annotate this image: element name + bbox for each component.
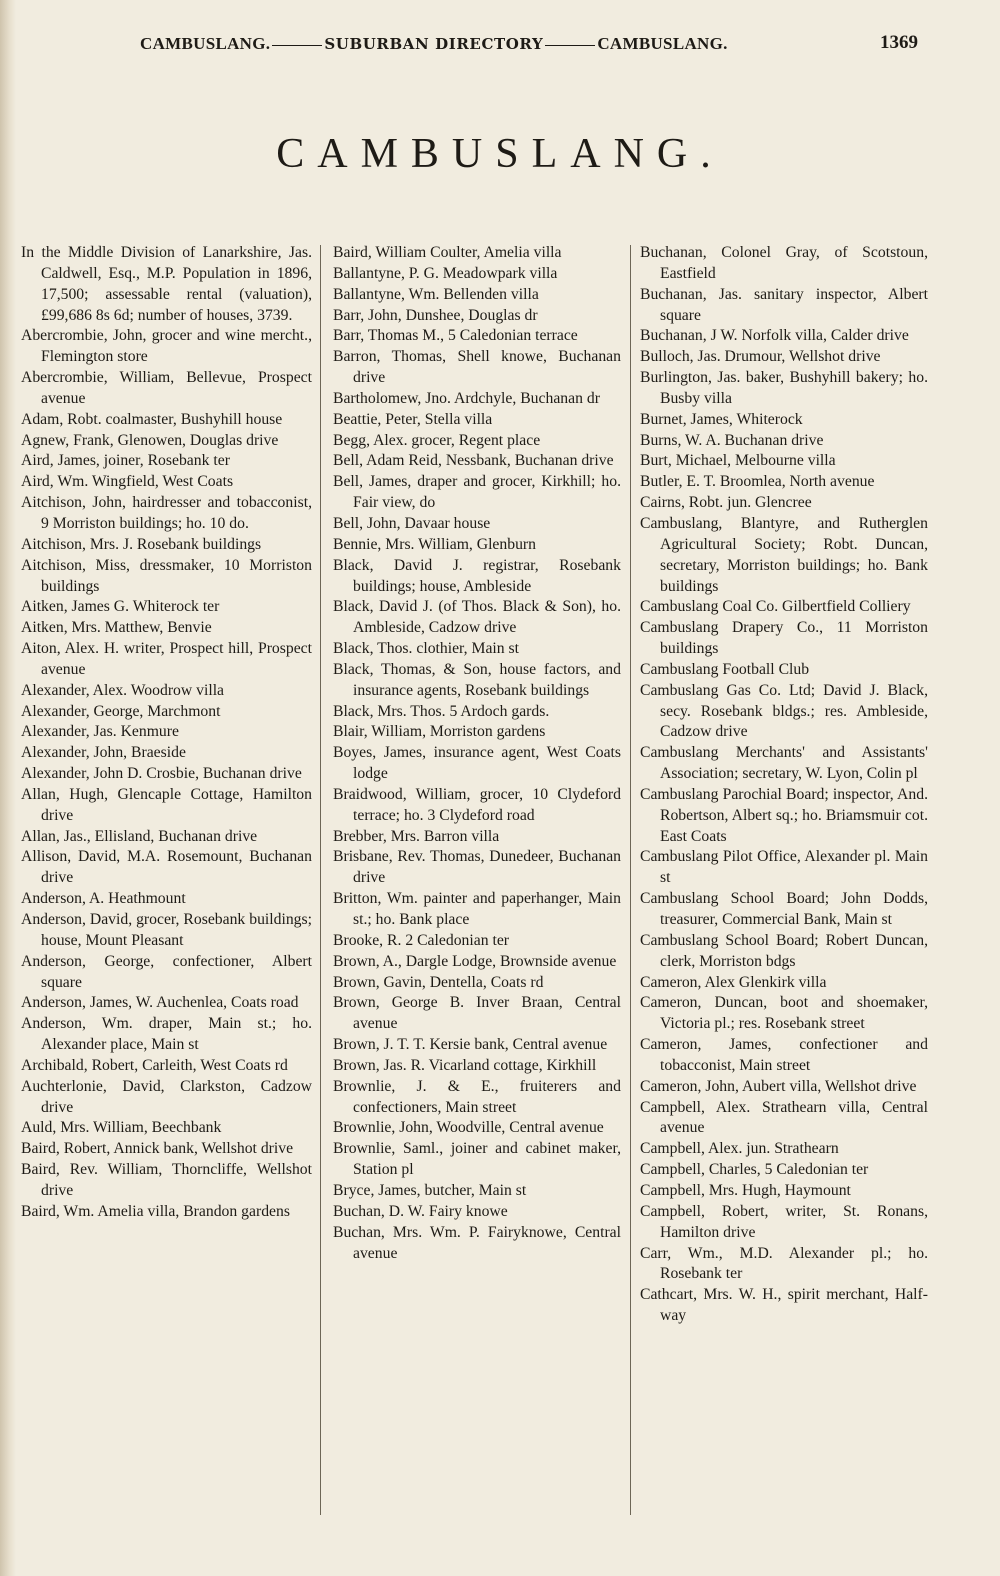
directory-entry: Black, Thos. clothier, Main st bbox=[333, 640, 519, 658]
directory-entry: Cambuslang, Blantyre, and Rutherglen Agricultural Society; Robt. Duncan, secretary, Morriston buildings; ho. Bank buildings bbox=[640, 514, 928, 595]
directory-entry: In the Middle Division of Lanarkshire, Jas. Caldwell, Esq., M.P. Population in 1896, 17,500; assessable rental (valuation), £99,686 8s 6d; number of houses, 3739. bbox=[21, 244, 312, 324]
directory-entry: Anderson, A. Heathmount bbox=[21, 890, 186, 908]
directory-entry: Brown, Jas. R. Vicarland cottage, Kirkhill bbox=[333, 1056, 597, 1074]
directory-entry: Alexander, Jas. Kenmure bbox=[21, 723, 179, 741]
directory-column-3 bbox=[640, 243, 928, 1327]
directory-entry: Cambuslang School Board; John Dodds, treasurer, Commercial Bank, Main st bbox=[640, 890, 928, 928]
directory-entry: Buchan, Mrs. Wm. P. Fairyknowe, Central avenue bbox=[333, 1223, 621, 1262]
directory-entry: Bell, John, Davaar house bbox=[333, 514, 491, 532]
directory-entry: Alexander, John, Braeside bbox=[21, 744, 186, 762]
directory-entry: Cambuslang Pilot Office, Alexander pl. Main st bbox=[640, 848, 928, 887]
directory-entry: Bell, James, draper and grocer, Kirkhill; ho. Fair view, do bbox=[333, 473, 621, 512]
directory-entry: Burlington, Jas. baker, Bushyhill bakery; ho. Busby villa bbox=[640, 369, 928, 407]
directory-entry: Buchanan, Colonel Gray, of Scotstoun, Eastfield bbox=[640, 244, 928, 282]
directory-entry: Campbell, Alex. Strathearn villa, Central avenue bbox=[640, 1098, 928, 1137]
directory-entry: Auchterlonie, David, Clarkston, Cadzow drive bbox=[21, 1077, 312, 1116]
directory-entry: Beattie, Peter, Stella villa bbox=[333, 410, 493, 428]
directory-entry: Cairns, Robt. jun. Glencree bbox=[640, 494, 812, 512]
directory-entry: Ballantyne, P. G. Meadowpark villa bbox=[333, 264, 558, 282]
directory-entry: Aird, Wm. Wingfield, West Coats bbox=[21, 473, 234, 491]
directory-entry: Archibald, Robert, Carleith, West Coats rd bbox=[21, 1056, 288, 1074]
directory-entry: Aird, James, joiner, Rosebank ter bbox=[21, 452, 230, 470]
directory-entry: Campbell, Alex. jun. Strathearn bbox=[640, 1140, 839, 1158]
directory-entry: Brooke, R. 2 Caledonian ter bbox=[333, 931, 510, 949]
directory-entry: Anderson, George, confectioner, Albert square bbox=[21, 952, 312, 991]
directory-entry: Agnew, Frank, Glenowen, Douglas drive bbox=[21, 431, 279, 449]
directory-entry: Blair, William, Morriston gardens bbox=[333, 723, 546, 741]
directory-entry: Allan, Jas., Ellisland, Buchanan drive bbox=[21, 827, 258, 845]
column-rule-1 bbox=[320, 245, 321, 1515]
directory-entry: Bryce, James, butcher, Main st bbox=[333, 1181, 527, 1199]
directory-entry: Brebber, Mrs. Barron villa bbox=[333, 827, 500, 845]
directory-entry: Bulloch, Jas. Drumour, Wellshot drive bbox=[640, 348, 881, 366]
directory-entry: Bell, Adam Reid, Nessbank, Buchanan drive bbox=[333, 452, 614, 470]
directory-entry: Cambuslang Drapery Co., 11 Morriston buildings bbox=[640, 619, 928, 658]
header-dash-left bbox=[272, 45, 322, 46]
directory-entry: Burnet, James, Whiterock bbox=[640, 410, 803, 428]
directory-entry: Black, Mrs. Thos. 5 Ardoch gards. bbox=[333, 702, 550, 720]
directory-entry: Bartholomew, Jno. Ardchyle, Buchanan dr bbox=[333, 389, 600, 407]
directory-entry: Anderson, Wm. draper, Main st.; ho. Alexander place, Main st bbox=[21, 1015, 312, 1054]
directory-entry: Alexander, John D. Crosbie, Buchanan drive bbox=[21, 765, 302, 783]
book-spine-shadow bbox=[0, 0, 16, 1576]
directory-entry: Barron, Thomas, Shell knowe, Buchanan drive bbox=[333, 348, 621, 387]
directory-entry: Alexander, Alex. Woodrow villa bbox=[21, 681, 225, 699]
directory-entry: Cambuslang Gas Co. Ltd; David J. Black, secy. Rosebank bldgs.; res. Ambleside, Cadzow drive bbox=[640, 681, 928, 741]
directory-entry: Burns, W. A. Buchanan drive bbox=[640, 431, 824, 449]
directory-entry: Brown, J. T. T. Kersie bank, Central avenue bbox=[333, 1036, 608, 1054]
directory-entry: Abercrombie, John, grocer and wine mercht., Flemington store bbox=[21, 327, 312, 366]
directory-entry: Adam, Robt. coalmaster, Bushyhill house bbox=[21, 410, 283, 428]
directory-entry: Brown, Gavin, Dentella, Coats rd bbox=[333, 973, 544, 991]
directory-entry: Allan, Hugh, Glencaple Cottage, Hamilton drive bbox=[21, 785, 312, 824]
column-rule-2 bbox=[630, 245, 631, 1515]
directory-entry: Anderson, James, W. Auchenlea, Coats road bbox=[21, 994, 299, 1012]
running-header bbox=[140, 34, 940, 54]
directory-entry: Brownlie, John, Woodville, Central avenue bbox=[333, 1119, 604, 1137]
directory-entry: Campbell, Mrs. Hugh, Haymount bbox=[640, 1181, 851, 1199]
directory-entry: Aiton, Alex. H. writer, Prospect hill, Prospect avenue bbox=[21, 640, 312, 678]
directory-entry: Burt, Michael, Melbourne villa bbox=[640, 452, 836, 470]
directory-entry: Cambuslang Coal Co. Gilbertfield Colliery bbox=[640, 598, 911, 616]
directory-entry: Barr, Thomas M., 5 Caledonian terrace bbox=[333, 327, 578, 345]
directory-entry: Ballantyne, Wm. Bellenden villa bbox=[333, 285, 539, 303]
header-right: CAMBUSLANG. bbox=[597, 34, 728, 53]
directory-entry: Cameron, Duncan, boot and shoemaker, Victoria pl.; res. Rosebank street bbox=[640, 994, 928, 1033]
directory-entry: Black, Thomas, & Son, house factors, and insurance agents, Rosebank buildings bbox=[333, 660, 621, 699]
directory-entry: Bennie, Mrs. William, Glenburn bbox=[333, 535, 536, 553]
directory-entry: Butler, E. T. Broomlea, North avenue bbox=[640, 473, 875, 491]
directory-entry: Anderson, David, grocer, Rosebank buildings; house, Mount Pleasant bbox=[21, 911, 312, 949]
directory-entry: Cameron, James, confectioner and tobacconist, Main street bbox=[640, 1036, 928, 1074]
directory-entry: Abercrombie, William, Bellevue, Prospect avenue bbox=[21, 369, 312, 407]
page-number: 1369 bbox=[880, 32, 918, 53]
directory-column-1 bbox=[21, 243, 312, 1223]
directory-entry: Aitchison, Miss, dressmaker, 10 Morriston buildings bbox=[21, 556, 312, 595]
page-title: CAMBUSLANG. bbox=[276, 131, 724, 177]
directory-entry: Campbell, Charles, 5 Caledonian ter bbox=[640, 1161, 869, 1179]
directory-entry: Britton, Wm. painter and paperhanger, Main st.; ho. Bank place bbox=[333, 890, 621, 928]
header-left: CAMBUSLANG. bbox=[140, 34, 271, 53]
directory-entry: Cambuslang Parochial Board; inspector, And. Robertson, Albert sq.; ho. Briamsmuir cot. East Coats bbox=[640, 785, 928, 845]
directory-entry: Baird, Rev. William, Thorncliffe, Wellshot drive bbox=[21, 1161, 312, 1199]
directory-entry: Aitken, James G. Whiterock ter bbox=[21, 598, 220, 616]
directory-entry: Cambuslang Merchants' and Assistants' Association; secretary, W. Lyon, Colin pl bbox=[640, 744, 928, 783]
directory-entry: Black, David J. registrar, Rosebank buildings; house, Ambleside bbox=[333, 556, 621, 595]
directory-entry: Baird, Robert, Annick bank, Wellshot drive bbox=[21, 1140, 294, 1158]
directory-entry: Cambuslang School Board; Robert Duncan, clerk, Morriston bdgs bbox=[640, 931, 928, 970]
directory-entry: Aitchison, Mrs. J. Rosebank buildings bbox=[21, 535, 262, 553]
directory-entry: Baird, Wm. Amelia villa, Brandon gardens bbox=[21, 1202, 290, 1220]
directory-entry: Buchanan, Jas. sanitary inspector, Albert square bbox=[640, 285, 928, 324]
directory-entry: Brownlie, J. & E., fruiterers and confectioners, Main street bbox=[333, 1077, 621, 1116]
directory-column-2 bbox=[333, 243, 621, 1264]
directory-entry: Barr, John, Dunshee, Douglas dr bbox=[333, 306, 538, 324]
directory-entry: Campbell, Robert, writer, St. Ronans, Hamilton drive bbox=[640, 1202, 928, 1241]
directory-entry: Aitchison, John, hairdresser and tobacconist, 9 Morriston buildings; ho. 10 do. bbox=[21, 494, 312, 532]
directory-entry: Boyes, James, insurance agent, West Coats lodge bbox=[333, 744, 621, 783]
directory-entry: Buchanan, J W. Norfolk villa, Calder drive bbox=[640, 327, 909, 345]
directory-entry: Begg, Alex. grocer, Regent place bbox=[333, 431, 541, 449]
directory-entry: Braidwood, William, grocer, 10 Clydeford terrace; ho. 3 Clydeford road bbox=[333, 785, 621, 824]
directory-entry: Allison, David, M.A. Rosemount, Buchanan drive bbox=[21, 848, 312, 887]
directory-entry: Brownlie, Saml., joiner and cabinet maker, Station pl bbox=[333, 1140, 621, 1179]
directory-entry: Brown, A., Dargle Lodge, Brownside avenue bbox=[333, 952, 617, 970]
header-dash-right bbox=[545, 45, 595, 46]
directory-entry: Alexander, George, Marchmont bbox=[21, 702, 221, 720]
directory-entry: Buchan, D. W. Fairy knowe bbox=[333, 1202, 508, 1220]
directory-entry: Cameron, Alex Glenkirk villa bbox=[640, 973, 827, 991]
directory-entry: Auld, Mrs. William, Beechbank bbox=[21, 1119, 222, 1137]
directory-entry: Black, David J. (of Thos. Black & Son), ho. Ambleside, Cadzow drive bbox=[333, 598, 621, 637]
directory-entry: Cathcart, Mrs. W. H., spirit merchant, Half-way bbox=[640, 1286, 928, 1325]
directory-entry: Cameron, John, Aubert villa, Wellshot drive bbox=[640, 1077, 917, 1095]
directory-entry: Aitken, Mrs. Matthew, Benvie bbox=[21, 619, 212, 637]
directory-entry: Baird, William Coulter, Amelia villa bbox=[333, 244, 562, 261]
directory-entry: Brown, George B. Inver Braan, Central avenue bbox=[333, 994, 621, 1033]
directory-entry: Cambuslang Football Club bbox=[640, 660, 810, 678]
directory-entry: Brisbane, Rev. Thomas, Dunedeer, Buchanan drive bbox=[333, 848, 621, 887]
directory-entry: Carr, Wm., M.D. Alexander pl.; ho. Rosebank ter bbox=[640, 1244, 928, 1283]
header-center: SUBURBAN DIRECTORY bbox=[324, 35, 544, 53]
